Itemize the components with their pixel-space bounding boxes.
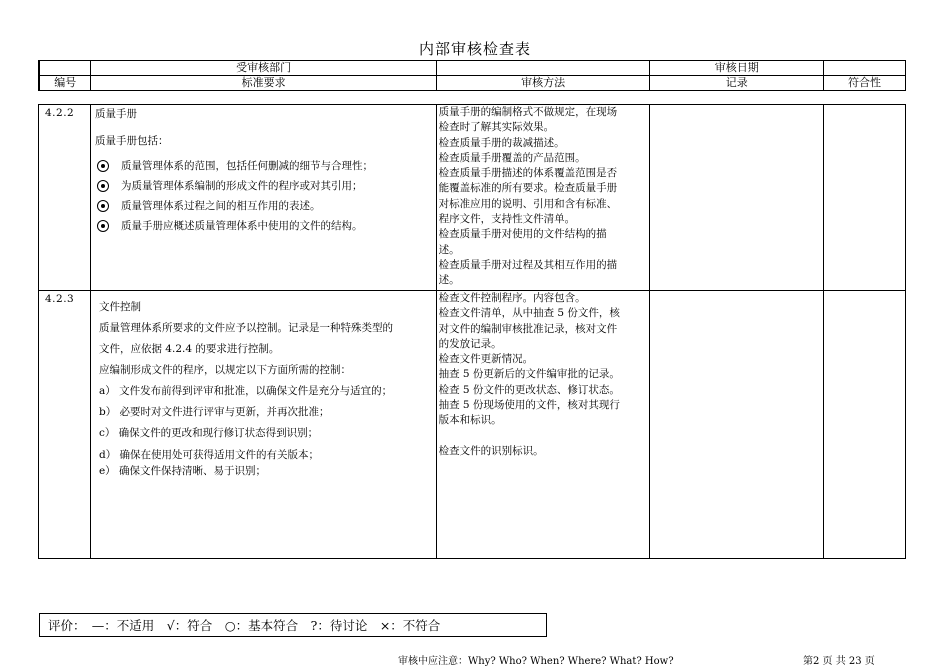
requirement-title: 质量手册 [94, 108, 137, 120]
bullet-icon [97, 160, 109, 172]
col-conform-header: 符合性 [824, 76, 906, 91]
requirement-cell: 文件控制 质量管理体系所要求的文件应予以控制。记录是一种特殊类型的 文件，应依据 4.2.4 的要求进行控制。 应编制形成文件的程序，以规定以下方面所需的控制： a） 文件发布前得到评审和批准，以确保文件是充分与适宜的； b） 必要时对文件进行评审与更新，并再次批准； c） 确保文件的更改和现行修订状态得到识别； d） 确保在使用处可获得适用文件的有关版本； e） 确保文件保持清晰、易于识别； [90, 291, 436, 559]
list-item: 质量管理体系的范围，包括任何删减的细节与合理性； [95, 158, 432, 173]
row-number: 4.2.2 [39, 105, 91, 291]
bullet-icon [97, 220, 109, 232]
header-table [38, 60, 906, 91]
row-number: 4.2.3 [39, 291, 91, 559]
record-cell [650, 105, 824, 291]
record-cell [650, 291, 824, 559]
blank-cell [39, 61, 91, 76]
table-row [39, 291, 906, 559]
col-req-header: 标准要求 [91, 76, 436, 91]
col-no-header: 编号 [39, 76, 91, 91]
requirement-intro: 质量手册包括： [94, 135, 169, 147]
footer-note: 审核中应注意：Why? Who? When? Where? What? How? [398, 656, 674, 667]
conform-cell [824, 105, 906, 291]
col-method-header: 审核方法 [436, 76, 650, 91]
page-number: 第2 页 共 23 页 [803, 656, 875, 667]
col-record-header: 记录 [650, 76, 824, 91]
bullet-icon [97, 200, 109, 212]
list-item: 质量手册应概述质量管理体系中使用的文件的结构。 [95, 218, 432, 233]
requirement-cell [90, 105, 436, 291]
evaluation-legend: 评价： —：不适用 √：符合 ○：基本符合 ?：待讨论 ×：不符合 [39, 613, 547, 637]
conform-cell [824, 291, 906, 559]
dept-value [436, 61, 650, 76]
bullet-icon [97, 180, 109, 192]
method-cell: 检查文件控制程序。内容包含。 检查文件清单，从中抽查 5 份文件，核 对文件的编制审核批准记录，核对文件 的发放记录。 检查文件更新情况。 抽查 5 份更新后的文件编审批的记录。 检查 5 份文件的更改状态、修订状态。 抽查 5 份现场使用的文件，核对其现行 版本和标识。 检查文件的识别标识。 [436, 291, 650, 559]
date-label: 审核日期 [650, 61, 824, 76]
method-cell: 质量手册的编制格式不做规定，在现场 检查时了解其实际效果。 检查质量手册的裁减描述。 检查质量手册覆盖的产品范围。 检查质量手册描述的体系覆盖范围是否 能覆盖标准的所有要求。检查质量手册 对标准应用的说明、引用和含有标准、 程序文件，支持性文件清单。 检查质量手册对使用的文件结构的描 述。 检查质量手册对过程及其相互作用的描 述。 [436, 105, 650, 291]
page-title: 内部审核检查表 [418, 40, 531, 58]
date-value [824, 61, 906, 76]
list-item: 质量管理体系过程之间的相互作用的表述。 [95, 198, 432, 213]
dept-label: 受审核部门 [91, 61, 436, 76]
list-item: 为质量管理体系编制的形成文件的程序或对其引用； [95, 178, 432, 193]
checklist-table [38, 104, 906, 559]
table-row [39, 105, 906, 291]
